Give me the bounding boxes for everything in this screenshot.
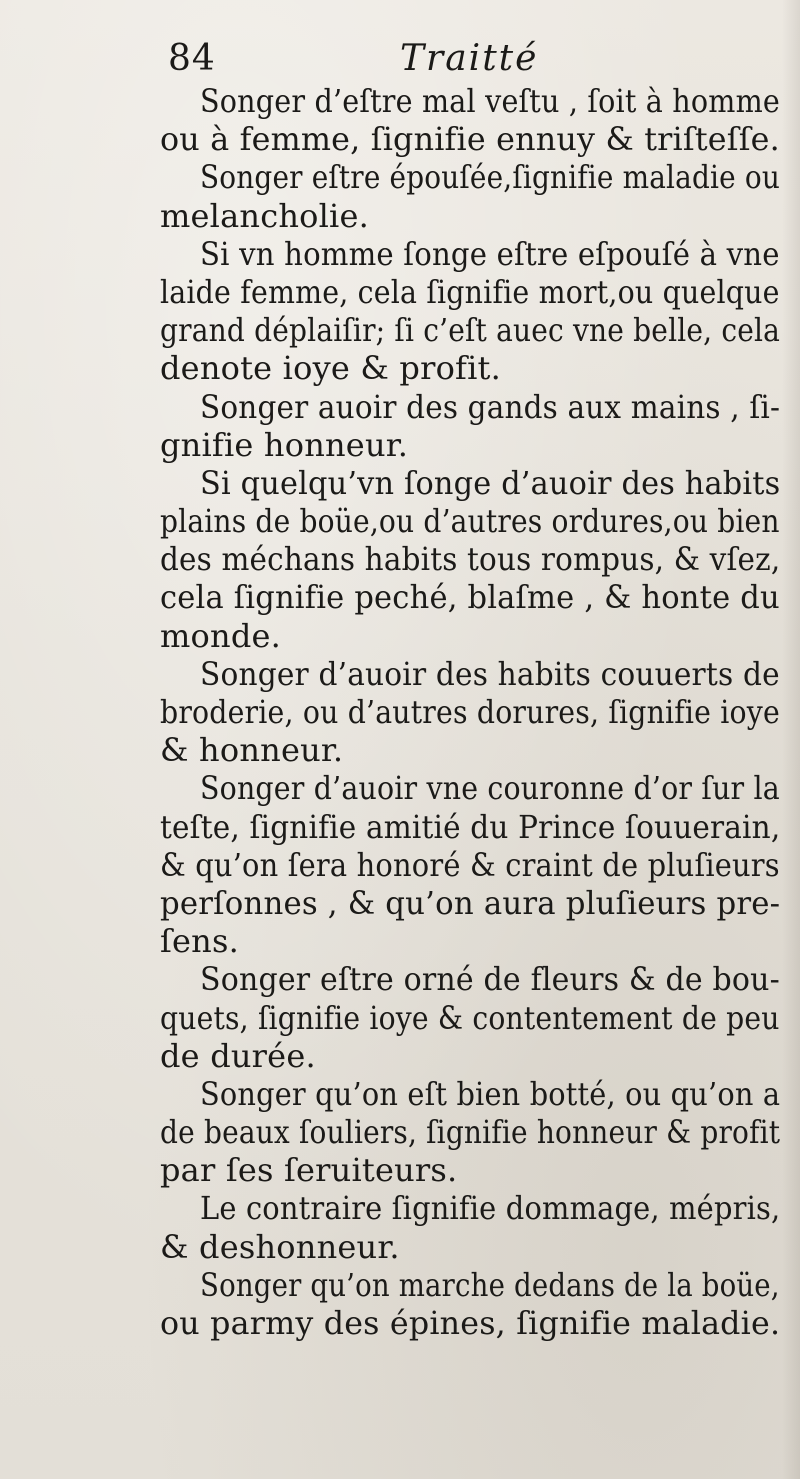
text-line: ou à femme, ſignifie ennuy & triſteſſe. [160,120,780,159]
text-line: laide femme, cela ſignifie mort,ou quelque [160,272,780,311]
text-line: par ſes ſeruiteurs. [160,1151,458,1190]
text-line: Songer d’auoir des habits couuerts de [200,654,780,693]
text-line: de durée. [160,1036,316,1075]
text-line: grand déplaiſir; ſi c’eſt auec vne belle, cela [160,311,780,350]
text-line: gnifie honneur. [160,425,409,464]
text-line: ſens. [160,922,239,961]
text-line: plains de boüe,ou d’autres ordures,ou bien [160,502,780,541]
text-line: broderie, ou d’autres dorures, ſignifie ioye [160,693,780,731]
text-line: Si vn homme ſonge eſtre eſpouſé à vne [200,234,780,273]
text-line: monde. [160,616,282,655]
running-head [168,38,760,88]
text-line: teſte, ſignifie amitié du Prince ſouuerain, [160,807,780,846]
text-line: melancholie. [160,196,369,235]
text-line: Songer auoir des gands aux mains , ſi- [200,387,780,426]
text-line: & qu’on ſera honoré & craint de pluſieurs [160,845,780,884]
text-line: quets, ſignifie ioye & contentement de peu [160,998,780,1037]
text-line: cela ſignifie peché, blaſme , & honte du [160,578,780,617]
text-line: Songer d’auoir vne couronne d’or ſur la [200,769,780,808]
text-line: Songer qu’on marche dedans de la boüe, [200,1265,780,1304]
text-line: & deshonneur. [160,1227,400,1266]
text-line: Songer eſtre épouſée,ſignifie maladie ou [200,158,780,197]
text-line: ou parmy des épines, ſignifie maladie. [160,1304,780,1342]
text-line: de beaux ſouliers, ſignifie honneur & profit [160,1113,780,1152]
text-line: Songer d’eſtre mal veſtu , ſoit à homme [200,82,780,120]
text-line: Le contraire ſignifie dommage, mépris, [200,1189,780,1228]
text-line: Songer eſtre orné de fleurs & de bou- [200,960,780,999]
text-line: Si quelqu’vn ſonge d’auoir des habits [200,463,780,502]
text-line: des méchans habits tous rompus, & vſez, [160,540,780,579]
text-line: denote ioye & profit. [160,349,501,388]
text-line: perſonnes , & qu’on aura pluſieurs pre- [160,883,780,922]
text-line: & honneur. [160,731,344,770]
running-title: Traitté [400,38,539,79]
page-number: 84 [168,38,216,79]
text-line: Songer qu’on eſt bien botté, ou qu’on a [200,1074,780,1113]
body-text [160,82,780,1342]
